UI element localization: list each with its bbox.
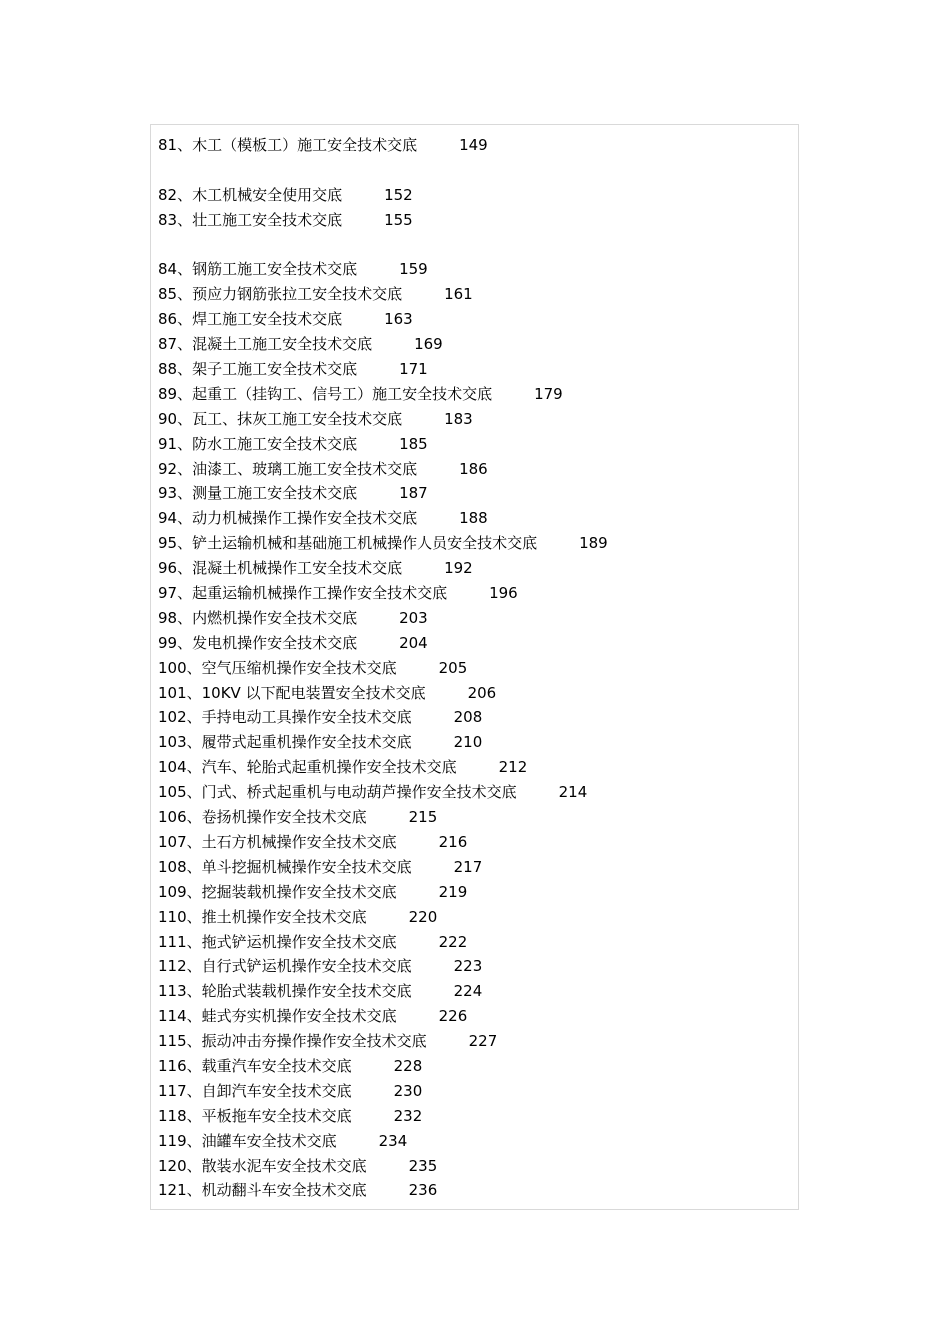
toc-entry-title: 97、起重运输机械操作工操作安全技术交底	[158, 584, 448, 603]
toc-entry-page: 223	[453, 957, 483, 976]
toc-entry	[158, 1104, 788, 1129]
toc-entry	[158, 257, 788, 282]
toc-entry-title: 83、壮工施工安全技术交底	[158, 210, 343, 229]
toc-entry-page: 226	[438, 1007, 468, 1026]
toc-entry-page: 186	[459, 459, 488, 478]
toc-entry-title: 100、空气压缩机操作安全技术交底	[158, 658, 397, 677]
toc-entry-page: 217	[453, 857, 483, 876]
toc-entry-page: 155	[384, 210, 413, 229]
toc-entry-page: 230	[393, 1081, 423, 1100]
toc-entry-title: 95、铲土运输机械和基础施工机械操作人员安全技术交底	[158, 534, 538, 553]
toc-entry-page: 214	[558, 783, 588, 802]
toc-entry	[158, 755, 788, 780]
toc-entry-title: 102、手持电动工具操作安全技术交底	[158, 708, 412, 727]
toc-entry-title: 103、履带式起重机操作安全技术交底	[158, 733, 412, 752]
toc-entry	[158, 407, 788, 432]
toc-entry	[158, 133, 788, 158]
toc-entry-title: 90、瓦工、抹灰工施工安全技术交底	[158, 409, 403, 428]
toc-entry	[158, 805, 788, 830]
toc-entry	[158, 730, 788, 755]
toc-entry	[158, 606, 788, 631]
toc-entry-title: 110、推土机操作安全技术交底	[158, 907, 367, 926]
toc-entry-page: 169	[414, 335, 443, 354]
toc-entry-page: 192	[444, 559, 473, 578]
toc-entry-title: 96、混凝土机械操作工安全技术交底	[158, 559, 403, 578]
toc-entry-title: 101、10KV 以下配电装置安全技术交底	[158, 683, 426, 702]
toc-entry-page: 205	[438, 658, 468, 677]
toc-entry-page: 206	[467, 683, 497, 702]
toc-entry-page: 227	[468, 1032, 498, 1051]
toc-entry	[158, 830, 788, 855]
toc-entry	[158, 506, 788, 531]
toc-entry-page: 216	[438, 832, 468, 851]
toc-entry-page: 161	[444, 285, 473, 304]
toc-entry	[158, 481, 788, 506]
toc-entry-title: 112、自行式铲运机操作安全技术交底	[158, 957, 412, 976]
toc-entry-title: 111、拖式铲运机操作安全技术交底	[158, 932, 397, 951]
toc-entry-title: 93、测量工施工安全技术交底	[158, 484, 358, 503]
toc-entry-page: 196	[489, 584, 518, 603]
toc-entry-page: 183	[444, 409, 473, 428]
toc-entry-title: 84、钢筋工施工安全技术交底	[158, 260, 358, 279]
toc-entry-title: 82、木工机械安全使用交底	[158, 185, 343, 204]
toc-entry-page: 208	[453, 708, 483, 727]
toc-entry	[158, 1129, 788, 1154]
toc-entry	[158, 531, 788, 556]
toc-entry	[158, 705, 788, 730]
toc-entry-title: 89、起重工（挂钩工、信号工）施工安全技术交底	[158, 384, 493, 403]
toc-entry-title: 116、载重汽车安全技术交底	[158, 1056, 352, 1075]
toc-entry-page: 185	[399, 434, 428, 453]
toc-entry-page: 188	[459, 509, 488, 528]
toc-entry	[158, 432, 788, 457]
toc-entry-title: 117、自卸汽车安全技术交底	[158, 1081, 352, 1100]
toc-entry-title: 88、架子工施工安全技术交底	[158, 360, 358, 379]
toc-entry	[158, 1079, 788, 1104]
toc-entry-title: 86、焊工施工安全技术交底	[158, 310, 343, 329]
toc-entry-title: 92、油漆工、玻璃工施工安全技术交底	[158, 459, 418, 478]
toc-entry-page: 179	[534, 384, 563, 403]
toc-entry-title: 115、振动冲击夯操作操作安全技术交底	[158, 1032, 427, 1051]
toc-entry-title: 99、发电机操作安全技术交底	[158, 633, 358, 652]
toc-entry	[158, 208, 788, 233]
toc-entry	[158, 979, 788, 1004]
toc-entry-page: 232	[393, 1106, 423, 1125]
toc-entry-title: 121、机动翻斗车安全技术交底	[158, 1181, 367, 1200]
toc-entry-page: 149	[459, 136, 488, 154]
toc-entry-title: 106、卷扬机操作安全技术交底	[158, 808, 367, 827]
toc-entry-page: 187	[399, 484, 428, 503]
toc-entry-page: 189	[579, 534, 608, 553]
toc-entry-page: 228	[393, 1056, 423, 1075]
toc-entry-page: 171	[399, 360, 428, 379]
toc-entry	[158, 382, 788, 407]
toc-entry	[158, 780, 788, 805]
toc-entry-page: 224	[453, 982, 483, 1001]
toc-entry-title: 91、防水工施工安全技术交底	[158, 434, 358, 453]
toc-entry-page: 210	[453, 733, 483, 752]
toc-entry	[158, 631, 788, 656]
toc-entry-title: 104、汽车、轮胎式起重机操作安全技术交底	[158, 758, 457, 777]
toc-entry	[158, 880, 788, 905]
toc-entry	[158, 282, 788, 307]
toc-entry-page: 203	[399, 608, 428, 627]
toc-entry-title: 114、蛙式夯实机操作安全技术交底	[158, 1007, 397, 1026]
toc-entry	[158, 930, 788, 955]
toc-entry	[158, 457, 788, 482]
toc-entry	[158, 332, 788, 357]
toc-entry-page: 234	[378, 1131, 408, 1150]
toc-entry	[158, 1178, 788, 1203]
toc-entry	[158, 681, 788, 706]
toc-entry-page: 220	[408, 907, 438, 926]
toc-entry-title: 87、混凝土工施工安全技术交底	[158, 335, 373, 354]
toc-entry	[158, 556, 788, 581]
toc-entry	[158, 1004, 788, 1029]
toc-entry-title: 85、预应力钢筋张拉工安全技术交底	[158, 285, 403, 304]
toc-entry-title: 120、散装水泥车安全技术交底	[158, 1156, 367, 1175]
toc-entry-title: 108、单斗挖掘机械操作安全技术交底	[158, 857, 412, 876]
toc-entry	[158, 855, 788, 880]
toc-entry	[158, 1029, 788, 1054]
toc-entry	[158, 357, 788, 382]
blank-line	[158, 158, 788, 183]
toc-entry-page: 204	[399, 633, 428, 652]
toc-entry	[158, 581, 788, 606]
toc-entry-page: 212	[498, 758, 528, 777]
toc-entry-page: 159	[399, 260, 428, 279]
toc-entry-title: 113、轮胎式装载机操作安全技术交底	[158, 982, 412, 1001]
toc-entry-page: 236	[408, 1181, 438, 1200]
toc-entry	[158, 656, 788, 681]
toc-entry	[158, 1154, 788, 1179]
toc-entry-page: 235	[408, 1156, 438, 1175]
blank-line	[158, 233, 788, 258]
toc-entry-title: 98、内燃机操作安全技术交底	[158, 608, 358, 627]
toc-entry-page: 215	[408, 808, 438, 827]
toc-entry-title: 81、木工（模板工）施工安全技术交底	[158, 136, 418, 154]
toc-entry-title: 118、平板拖车安全技术交底	[158, 1106, 352, 1125]
toc-entry	[158, 905, 788, 930]
table-of-contents	[158, 133, 788, 1203]
toc-entry	[158, 307, 788, 332]
toc-entry-page: 222	[438, 932, 468, 951]
toc-entry-page: 152	[384, 185, 413, 204]
toc-entry	[158, 954, 788, 979]
toc-entry-page: 163	[384, 310, 413, 329]
toc-entry	[158, 1054, 788, 1079]
toc-entry-title: 107、土石方机械操作安全技术交底	[158, 832, 397, 851]
toc-entry	[158, 183, 788, 208]
toc-entry-title: 105、门式、桥式起重机与电动葫芦操作安全技术交底	[158, 783, 517, 802]
toc-entry-title: 94、动力机械操作工操作安全技术交底	[158, 509, 418, 528]
toc-entry-page: 219	[438, 882, 468, 901]
toc-entry-title: 119、油罐车安全技术交底	[158, 1131, 337, 1150]
toc-entry-title: 109、挖掘装载机操作安全技术交底	[158, 882, 397, 901]
